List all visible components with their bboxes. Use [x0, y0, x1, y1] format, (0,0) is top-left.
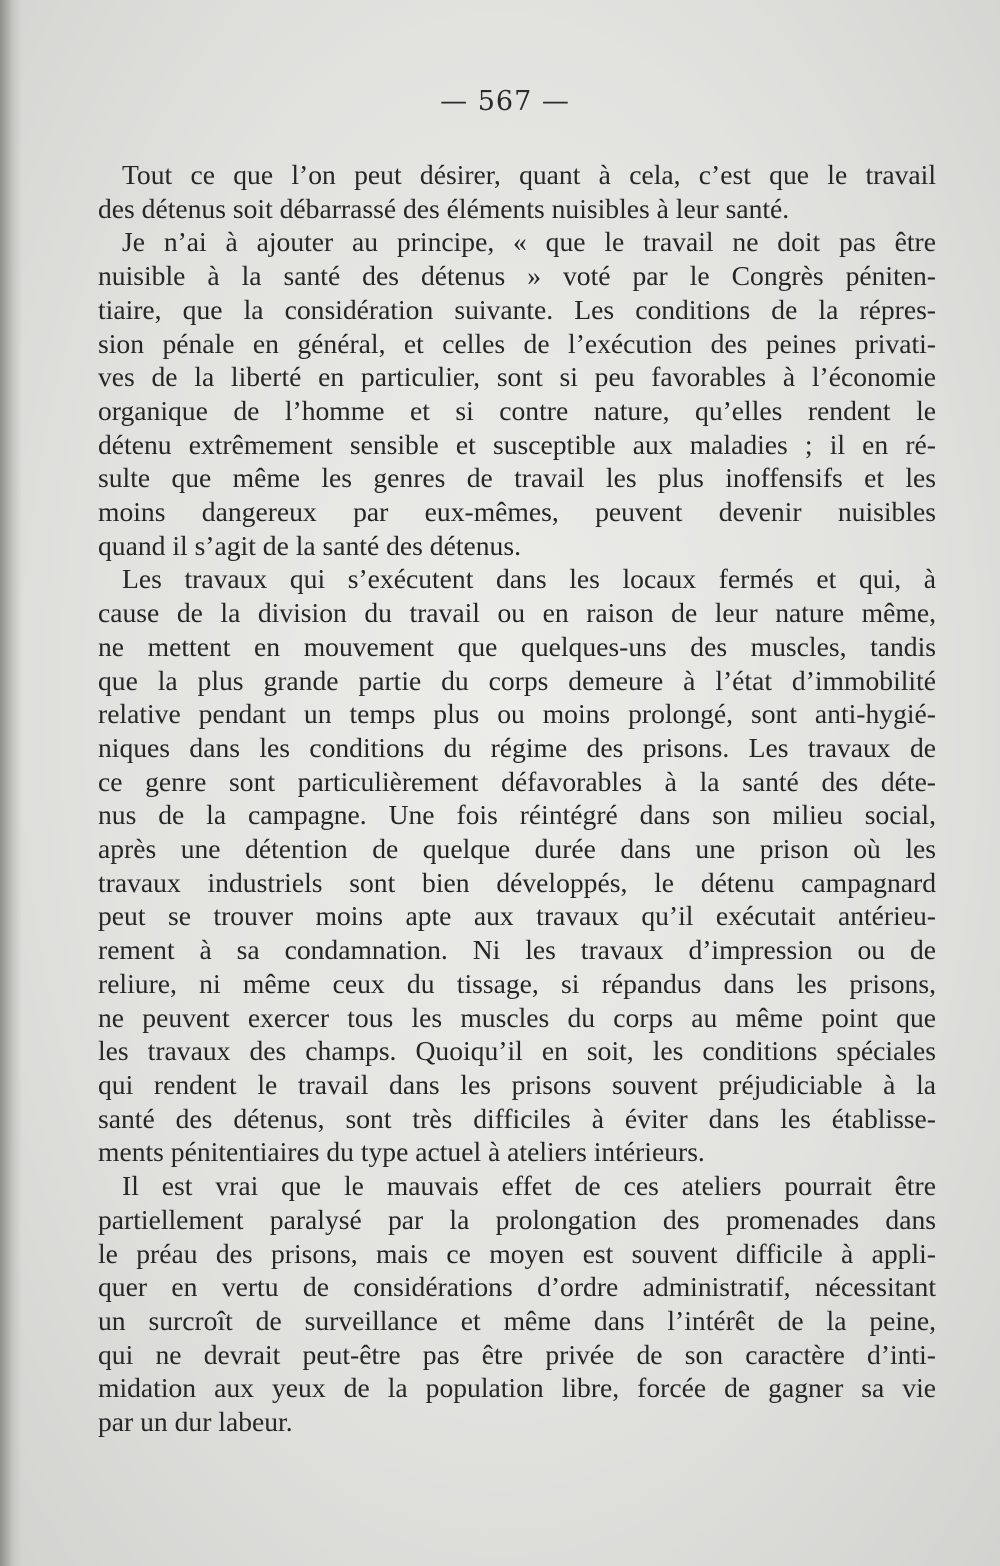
page-number: — 567 —	[440, 86, 570, 117]
text-line: un surcroît de surveillance et même dans l’intérêt de la peine,	[98, 1304, 936, 1336]
body-text	[98, 158, 936, 1439]
text-line: cause de la division du travail ou en raison de leur nature même,	[98, 597, 936, 629]
text-line: ne peuvent exercer tous les muscles du corps au même point que	[98, 1001, 936, 1033]
text-line: quand il s’agit de la santé des détenus.	[98, 529, 521, 561]
text-line: travaux industriels sont bien développés, le détenu campagnard	[98, 866, 936, 898]
text-line: quer en vertu de considérations d’ordre administratif, nécessitant	[98, 1271, 936, 1303]
text-line: midation aux yeux de la population libre, forcée de gagner sa vie	[98, 1372, 936, 1404]
text-line: organique de l’homme et si contre nature, qu’elles rendent le	[98, 394, 936, 426]
text-line: peut se trouver moins apte aux travaux qu’il exécutait antérieu-	[98, 900, 936, 932]
text-line: santé des détenus, sont très difficiles à éviter dans les établisse-	[98, 1102, 936, 1134]
paragraph	[98, 1169, 936, 1439]
text-line: nuisible à la santé des détenus » voté par le Congrès péniten-	[98, 260, 936, 292]
text-line: moins dangereux par eux-mêmes, peuvent devenir nuisibles	[98, 496, 936, 528]
text-line: reliure, ni même ceux du tissage, si répandus dans les prisons,	[98, 967, 936, 999]
text-line: niques dans les conditions du régime des prisons. Les travaux de	[98, 731, 936, 763]
text-line: par un dur labeur.	[98, 1406, 293, 1438]
text-line: sion pénale en général, et celles de l’exécution des peines privati-	[98, 327, 936, 359]
text-line: ce genre sont particulièrement défavorables à la santé des déte-	[98, 765, 936, 797]
text-line: que la plus grande partie du corps demeure à l’état d’immobilité	[98, 664, 936, 696]
text-line: qui ne devrait peut-être pas être privée de son caractère d’inti-	[98, 1338, 936, 1370]
paragraph	[98, 562, 936, 1169]
text-line: partiellement paralysé par la prolongation des promenades dans	[98, 1203, 936, 1235]
text-line: Il est vrai que le mauvais effet de ces ateliers pourrait être	[122, 1170, 936, 1202]
text-line: des détenus soit débarrassé des éléments nuisibles à leur santé.	[98, 192, 790, 224]
text-line: Les travaux qui s’exécutent dans les locaux fermés et qui, à	[122, 563, 936, 595]
text-line: ne mettent en mouvement que quelques-uns des muscles, tandis	[98, 630, 936, 662]
text-line: les travaux des champs. Quoiqu’il en soit, les conditions spéciales	[98, 1035, 936, 1067]
text-line: détenu extrêmement sensible et susceptible aux maladies ; il en ré-	[98, 428, 936, 460]
paragraph	[98, 158, 936, 225]
text-line: le préau des prisons, mais ce moyen est souvent difficile à appli-	[98, 1237, 936, 1269]
text-line: relative pendant un temps plus ou moins prolongé, sont anti-hygié-	[98, 698, 936, 730]
text-line: après une détention de quelque durée dans une prison où les	[98, 833, 936, 865]
text-line: Tout ce que l’on peut désirer, quant à cela, c’est que le travail	[122, 159, 936, 190]
text-line: ves de la liberté en particulier, sont si peu favorables à l’économie	[98, 361, 936, 393]
text-line: nus de la campagne. Une fois réintégré dans son milieu social,	[98, 799, 936, 831]
text-line: ments pénitentiaires du type actuel à ateliers intérieurs.	[98, 1136, 705, 1168]
text-line: tiaire, que la considération suivante. Les conditions de la répres-	[98, 293, 936, 325]
text-line: Je n’ai à ajouter au principe, « que le travail ne doit pas être	[122, 226, 936, 258]
text-line: rement à sa condamnation. Ni les travaux d’impression ou de	[98, 934, 936, 966]
text-line: qui rendent le travail dans les prisons souvent préjudiciable à la	[98, 1068, 936, 1100]
paragraph	[98, 225, 936, 562]
text-line: sulte que même les genres de travail les plus inoffensifs et les	[98, 462, 936, 494]
